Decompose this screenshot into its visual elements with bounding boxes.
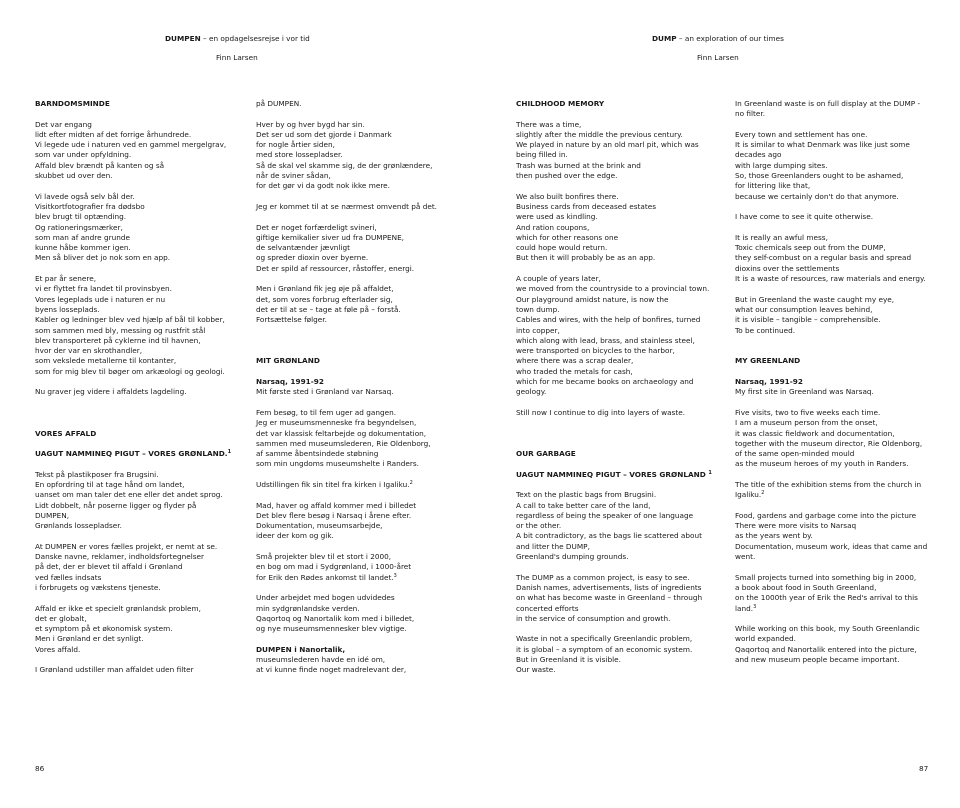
heading-line: BARNDOMSMINDE (35, 99, 110, 108)
right-column-2 (735, 99, 955, 665)
text-line: A couple of years later, (516, 274, 601, 284)
text-line (735, 202, 955, 212)
text-line: were transported on bicycles to the harbor, (516, 346, 675, 356)
text-line: som sammen med bly, messing og rustfrit stål (35, 325, 206, 335)
right-page-title (652, 34, 784, 44)
text-line: Og rationeringsmærker, (35, 222, 123, 232)
text-line: Qaqortoq and Nanortalik entered into the picture, (735, 644, 917, 654)
text-line (516, 429, 736, 439)
text-line: land.$^3$ (735, 603, 757, 613)
text-line: Jeg er kommet til at se nærmest omvendt på det. (256, 201, 437, 211)
text-line (35, 655, 255, 665)
text-line: Toxic chemicals seep out from the DUMP, (735, 243, 886, 253)
text-line: Det er noget forfærdeligt svineri, (256, 222, 377, 232)
text-line: But then it will probably be as an app. (516, 253, 656, 263)
right-page (480, 0, 960, 808)
text-line: DUMPEN, (35, 510, 70, 520)
text-line: which for other reasons one (516, 232, 619, 242)
heading-line: Narsaq, 1991-92 (256, 377, 324, 387)
text-line: museumslederen havde en idé om, (256, 655, 386, 665)
text-line: we moved from the countryside to a provincial town. (516, 284, 710, 294)
text-line (35, 408, 255, 418)
heading-line: MIT GRØNLAND (256, 356, 320, 366)
text-line: it was classic fieldwork and documentation, (735, 428, 895, 438)
text-line: But in Greenland it is visible. (516, 655, 621, 665)
text-line: Men i Grønland fik jeg øje på affaldet, (256, 284, 394, 294)
text-line: uanset om man taler det ene eller det andet sprog. (35, 490, 223, 500)
text-line: som vekslede metallerne til kontanter, (35, 356, 177, 366)
text-line: det var klassisk feltarbejde og dokumentation, (256, 428, 427, 438)
text-line: as the museum heroes of my youth in Randers. (735, 459, 909, 469)
text-line (516, 398, 736, 408)
text-line: and new museum people became important. (735, 655, 900, 665)
text-line: decades ago (735, 150, 782, 160)
text-line: Grønlands lossepladser. (35, 521, 122, 531)
text-line (735, 223, 955, 233)
text-line: they self-combust on a regular basis and spread (735, 253, 912, 263)
text-line (735, 346, 955, 356)
text-line (35, 439, 255, 449)
text-line: went. (735, 552, 756, 562)
text-line: Vi legede ude i naturen ved en gammel mergelgrav, (35, 140, 227, 150)
text-line (735, 367, 955, 377)
footnote-ref: 2 (761, 490, 765, 497)
text-line (35, 459, 255, 469)
text-line: byens losseplads. (35, 304, 100, 314)
text-line: So, those Greenlanders ought to be ashamed, (735, 171, 904, 181)
text-line: I Grønland udstiller man affaldet uden filter (35, 665, 194, 675)
text-line (256, 192, 476, 202)
text-line: de selvantænder jævnligt (256, 243, 350, 253)
text-line: as the years went by. (735, 531, 813, 541)
left-title-rest: – en opdagelsesrejse i vor tid (200, 34, 310, 43)
text-line: a book about food in South Greenland, (735, 582, 877, 592)
text-line (735, 284, 955, 294)
text-line: In Greenland waste is on full display at the DUMP - (735, 99, 921, 108)
text-line: Five visits, two to five weeks each time. (735, 407, 881, 417)
text-line: Vores affald. (35, 644, 81, 654)
right-column-1 (516, 99, 736, 676)
text-line: og nye museumsmennesker blev vigtige. (256, 624, 407, 634)
text-line (735, 614, 955, 624)
text-line: Det er spild af ressourcer, råstoffer, energi. (256, 263, 415, 273)
footnote-ref: 1 (227, 449, 232, 456)
text-line: Affald blev brændt på kanten og så (35, 160, 165, 170)
text-line: it is global – a symptom of an economic system. (516, 644, 693, 654)
text-line (35, 398, 255, 408)
text-line: slightly after the middle the previous century. (516, 129, 683, 139)
text-line: then pushed over the edge. (516, 171, 618, 181)
text-line: Danish names, advertisements, lists of ingredients (516, 582, 702, 592)
text-line (256, 336, 476, 346)
text-line (256, 583, 476, 593)
right-page-number: 87 (919, 764, 929, 773)
text-line: It is really an awful mess, (735, 232, 828, 242)
text-line (256, 470, 476, 480)
text-line: And ration coupons, (516, 222, 590, 232)
text-line: for det gør vi da godt nok ikke mere. (256, 181, 390, 191)
text-line (516, 439, 736, 449)
text-line (735, 501, 955, 511)
text-line: Vores legeplads ude i naturen er nu (35, 294, 166, 304)
text-line: it is visible – tangible – comprehensible. (735, 315, 881, 325)
text-line: Hver by og hver bygd har sin. (256, 119, 365, 129)
text-line (256, 490, 476, 500)
text-line (35, 377, 255, 387)
text-line: giftige kemikalier siver ud fra DUMPENE, (256, 232, 404, 242)
text-line: Our playground amidst nature, is now the (516, 294, 669, 304)
heading-line: UAGUT NAMMINEQ PIGUT – VORES GRØNLAND $^1$ (516, 469, 712, 479)
text-line (516, 418, 736, 428)
right-author: Finn Larsen (697, 53, 739, 62)
text-line: min sydgrønlandske verden. (256, 603, 360, 613)
heading-line: UAGUT NAMMINEQ PIGUT – VORES GRØNLAND.$^1$ (35, 449, 232, 459)
text-line: concerted efforts (516, 603, 579, 613)
text-line: Small projects turned into something big in 2000, (735, 572, 917, 582)
text-line: Qaqortoq og Nanortalik kom med i billedet, (256, 613, 415, 623)
right-title-rest: – an exploration of our times (676, 34, 784, 43)
text-line: and litter the DUMP, (516, 541, 590, 551)
text-line (516, 562, 736, 572)
text-line: sammen med museumslederen, Rie Oldenborg, (256, 438, 431, 448)
text-line (35, 418, 255, 428)
text-line: There was a time, (516, 119, 582, 129)
text-line: A call to take better care of the land, (516, 500, 651, 510)
text-line: som for mig blev til bøger om arkæologi og geologi. (35, 366, 225, 376)
text-line: Tekst på plastikposer fra Brugsini. (35, 469, 159, 479)
text-line: who traded the metals for cash, (516, 366, 633, 376)
text-line (256, 326, 476, 336)
text-line: in the service of consumption and growth. (516, 613, 671, 623)
text-line: which along with lead, brass, and stainless steel, (516, 335, 695, 345)
text-line: som man af andre grunde (35, 232, 130, 242)
left-page-number: 86 (35, 764, 45, 773)
text-line (516, 109, 736, 119)
left-column-2 (256, 99, 476, 676)
text-line: Under arbejdet med bogen udvidedes (256, 593, 395, 603)
text-line (516, 624, 736, 634)
text-line: Det var engang (35, 119, 92, 129)
text-line: hvor der var en skrothandler, (35, 346, 143, 356)
left-author: Finn Larsen (216, 53, 258, 62)
text-line: det er globalt, (35, 613, 87, 623)
text-line (256, 542, 476, 552)
text-line: Business cards from deceased estates (516, 201, 657, 211)
text-line: Greenland's dumping grounds. (516, 552, 629, 562)
text-line (735, 120, 955, 130)
text-line: på DUMPEN. (256, 99, 302, 108)
text-line: could hope would return. (516, 243, 608, 253)
text-line: ved fælles indsats (35, 572, 102, 582)
text-line: To be continued. (735, 325, 796, 335)
text-line: Vi lavede også selv bål der. (35, 191, 135, 201)
text-line: The title of the exhibition stems from the church in (735, 479, 922, 489)
text-line: Mad, haver og affald kommer med i billedet (256, 500, 417, 510)
text-line: i forbrugets og vækstens tjeneste. (35, 582, 161, 592)
text-line: Trash was burned at the brink and (516, 160, 641, 170)
text-line: because we certainly don't do that anymore. (735, 191, 899, 201)
text-line (735, 562, 955, 572)
text-line (256, 212, 476, 222)
text-line: of the same open-minded mould (735, 449, 855, 459)
text-line (516, 264, 736, 274)
text-line: lidt efter midten af det forrige århundrede. (35, 129, 192, 139)
text-line: regardless of being the speaker of one language (516, 510, 694, 520)
text-line (256, 398, 476, 408)
text-line: on the 1000th year of Erik the Red's arrival to this (735, 593, 918, 603)
heading-line: Narsaq, 1991-92 (735, 377, 803, 387)
text-line: what our consumption leaves behind, (735, 304, 873, 314)
text-line: blev brugt til optænding. (35, 212, 127, 222)
text-line: But in Greenland the waste caught my eye, (735, 294, 895, 304)
text-line: Nu graver jeg videre i affaldets lagdeling. (35, 387, 187, 397)
text-line: being filled in. (516, 150, 568, 160)
text-line (35, 264, 255, 274)
heading-line: VORES AFFALD (35, 428, 97, 438)
footnote-ref: 1 (708, 469, 712, 476)
text-line: Our waste. (516, 665, 556, 675)
text-line: together with the museum director, Rie Oldenborg, (735, 438, 923, 448)
text-line: at vi kunne finde noget madrelevant der, (256, 665, 407, 675)
text-line: ideer der kom og gik. (256, 531, 334, 541)
footnote-ref: 2 (409, 479, 413, 486)
text-line: While working on this book, my South Greenlandic (735, 624, 920, 634)
text-line: or the other. (516, 521, 562, 531)
left-column-1 (35, 99, 255, 676)
text-line: It is a waste of resources, raw materials and energy. (735, 274, 926, 284)
footnote-ref: 3 (753, 603, 757, 610)
text-line (256, 367, 476, 377)
text-line: were used as kindling. (516, 212, 598, 222)
text-line: det er til at se – tage at føle på – forstå. (256, 304, 401, 314)
text-line: into copper, (516, 325, 560, 335)
text-line: når de sviner sådan, (256, 171, 331, 181)
text-line: Det ser ud som det gjorde i Danmark (256, 129, 392, 139)
text-line: world expanded. (735, 634, 796, 644)
text-line: Waste in not a specifically Greenlandic problem, (516, 634, 693, 644)
text-line: for littering like that, (735, 181, 811, 191)
text-line: The DUMP as a common project, is easy to see. (516, 572, 690, 582)
heading-line: MY GREENLAND (735, 356, 801, 366)
heading-line: OUR GARBAGE (516, 449, 576, 459)
text-line: skubbet ud over den. (35, 171, 113, 181)
text-line: no filter. (735, 109, 766, 119)
heading-line: DUMPEN i Nanortalik, (256, 644, 346, 654)
text-line (35, 181, 255, 191)
text-line: Så de skal vel skamme sig, de der grønlændere, (256, 160, 433, 170)
text-line: We played in nature by an old marl pit, which was (516, 140, 699, 150)
text-line: geology. (516, 387, 547, 397)
text-line: where there was a scrap dealer, (516, 356, 634, 366)
text-line: It is similar to what Denmark was like just some (735, 140, 910, 150)
text-line: Danske navne, reklamer, indholdsfortegnelser (35, 552, 205, 562)
text-line: My first site in Greenland was Narsaq. (735, 387, 874, 397)
text-line: Dokumentation, museumsarbejde, (256, 521, 383, 531)
text-line (35, 531, 255, 541)
text-line: on what has become waste in Greenland – through (516, 593, 703, 603)
text-line: en bog om mad i Sydgrønland, i 1000-året (256, 562, 412, 572)
text-line: Lidt dobbelt, når poserne ligger og flyder på (35, 500, 197, 510)
text-line: dioxins over the settlements (735, 263, 840, 273)
text-line: town dump. (516, 304, 560, 314)
text-line: I have come to see it quite otherwise. (735, 212, 874, 222)
text-line: som min ungdoms museumshelte i Randers. (256, 459, 419, 469)
text-line (516, 480, 736, 490)
text-line: på det, der er blevet til affald i Grønland (35, 562, 183, 572)
text-line (256, 634, 476, 644)
footnote-ref: 3 (393, 572, 397, 579)
text-line (256, 274, 476, 284)
text-line: for Erik den Rødes ankomst til landet.$^3$ (256, 572, 397, 582)
text-line: med store lossepladser. (256, 150, 343, 160)
text-line: Et par år senere, (35, 274, 97, 284)
text-line: Text on the plastic bags from Brugsini. (516, 490, 657, 500)
text-line: Det blev flere besøg i Narsaq i årene efter. (256, 510, 412, 520)
text-line: Cables and wires, with the help of bonfires, turned (516, 315, 701, 325)
text-line (35, 593, 255, 603)
text-line: Still now I continue to dig into layers of waste. (516, 407, 686, 417)
left-page-title (165, 34, 310, 44)
text-line (735, 470, 955, 480)
text-line: A bit contradictory, as the bags lie scattered about (516, 531, 702, 541)
text-line: Every town and settlement has one. (735, 129, 868, 139)
text-line: blev transporteret på cyklerne ind til havnen, (35, 335, 201, 345)
text-line: which for me became books on archaeology and (516, 377, 694, 387)
text-line (516, 459, 736, 469)
text-line (256, 109, 476, 119)
text-line: We also built bonfires there. (516, 191, 619, 201)
text-line: Små projekter blev til et stort i 2000, (256, 552, 392, 562)
text-line: for nogle årtier siden, (256, 140, 335, 150)
text-line: There were more visits to Narsaq (735, 521, 857, 531)
text-line: Visitkortfotografier fra dødsbo (35, 201, 145, 211)
text-line: af samme åbentsindede støbning (256, 449, 379, 459)
text-line: Fem besøg, to til fem uger ad gangen. (256, 407, 397, 417)
text-line: Kabler og ledninger blev ved hjælp af bål til kobber, (35, 315, 225, 325)
text-line (256, 346, 476, 356)
left-title-bold: DUMPEN (165, 34, 201, 43)
text-line: At DUMPEN er vores fælles projekt, er nemt at se. (35, 541, 218, 551)
right-title-bold: DUMP (652, 34, 677, 43)
text-line: Udstillingen fik sin titel fra kirken i Igaliku.$^2$ (256, 479, 413, 489)
text-line (735, 398, 955, 408)
heading-line: CHILDHOOD MEMORY (516, 99, 605, 108)
text-line: Documentation, museum work, ideas that came and (735, 541, 928, 551)
text-line: with large dumping sites. (735, 160, 828, 170)
text-line: Mit første sted i Grønland var Narsaq. (256, 387, 394, 397)
text-line: som var under opfyldning. (35, 150, 132, 160)
text-line: Affald er ikke et specielt grønlandsk problem, (35, 603, 201, 613)
text-line: En opfordring til at tage hånd om landet, (35, 479, 185, 489)
text-line: det, som vores forbrug efterlader sig, (256, 294, 393, 304)
text-line: vi er flyttet fra landet til provinsbyen. (35, 284, 172, 294)
text-line (516, 181, 736, 191)
text-line (35, 109, 255, 119)
text-line (735, 336, 955, 346)
text-line: Igaliku.$^2$ (735, 490, 765, 500)
text-line: I am a museum person from the onset, (735, 418, 878, 428)
text-line: Men så bliver det jo nok som en app. (35, 253, 171, 263)
text-line: Fortsættelse følger. (256, 315, 327, 325)
text-line: Jeg er museumsmenneske fra begyndelsen, (256, 418, 417, 428)
text-line: kunne håbe kommer igen. (35, 243, 131, 253)
text-line: og spreder dioxin over byerne. (256, 253, 369, 263)
text-line: Food, gardens and garbage come into the picture (735, 510, 917, 520)
text-line: et symptom på et økonomisk system. (35, 624, 173, 634)
text-line: Men i Grønland er det synligt. (35, 634, 144, 644)
